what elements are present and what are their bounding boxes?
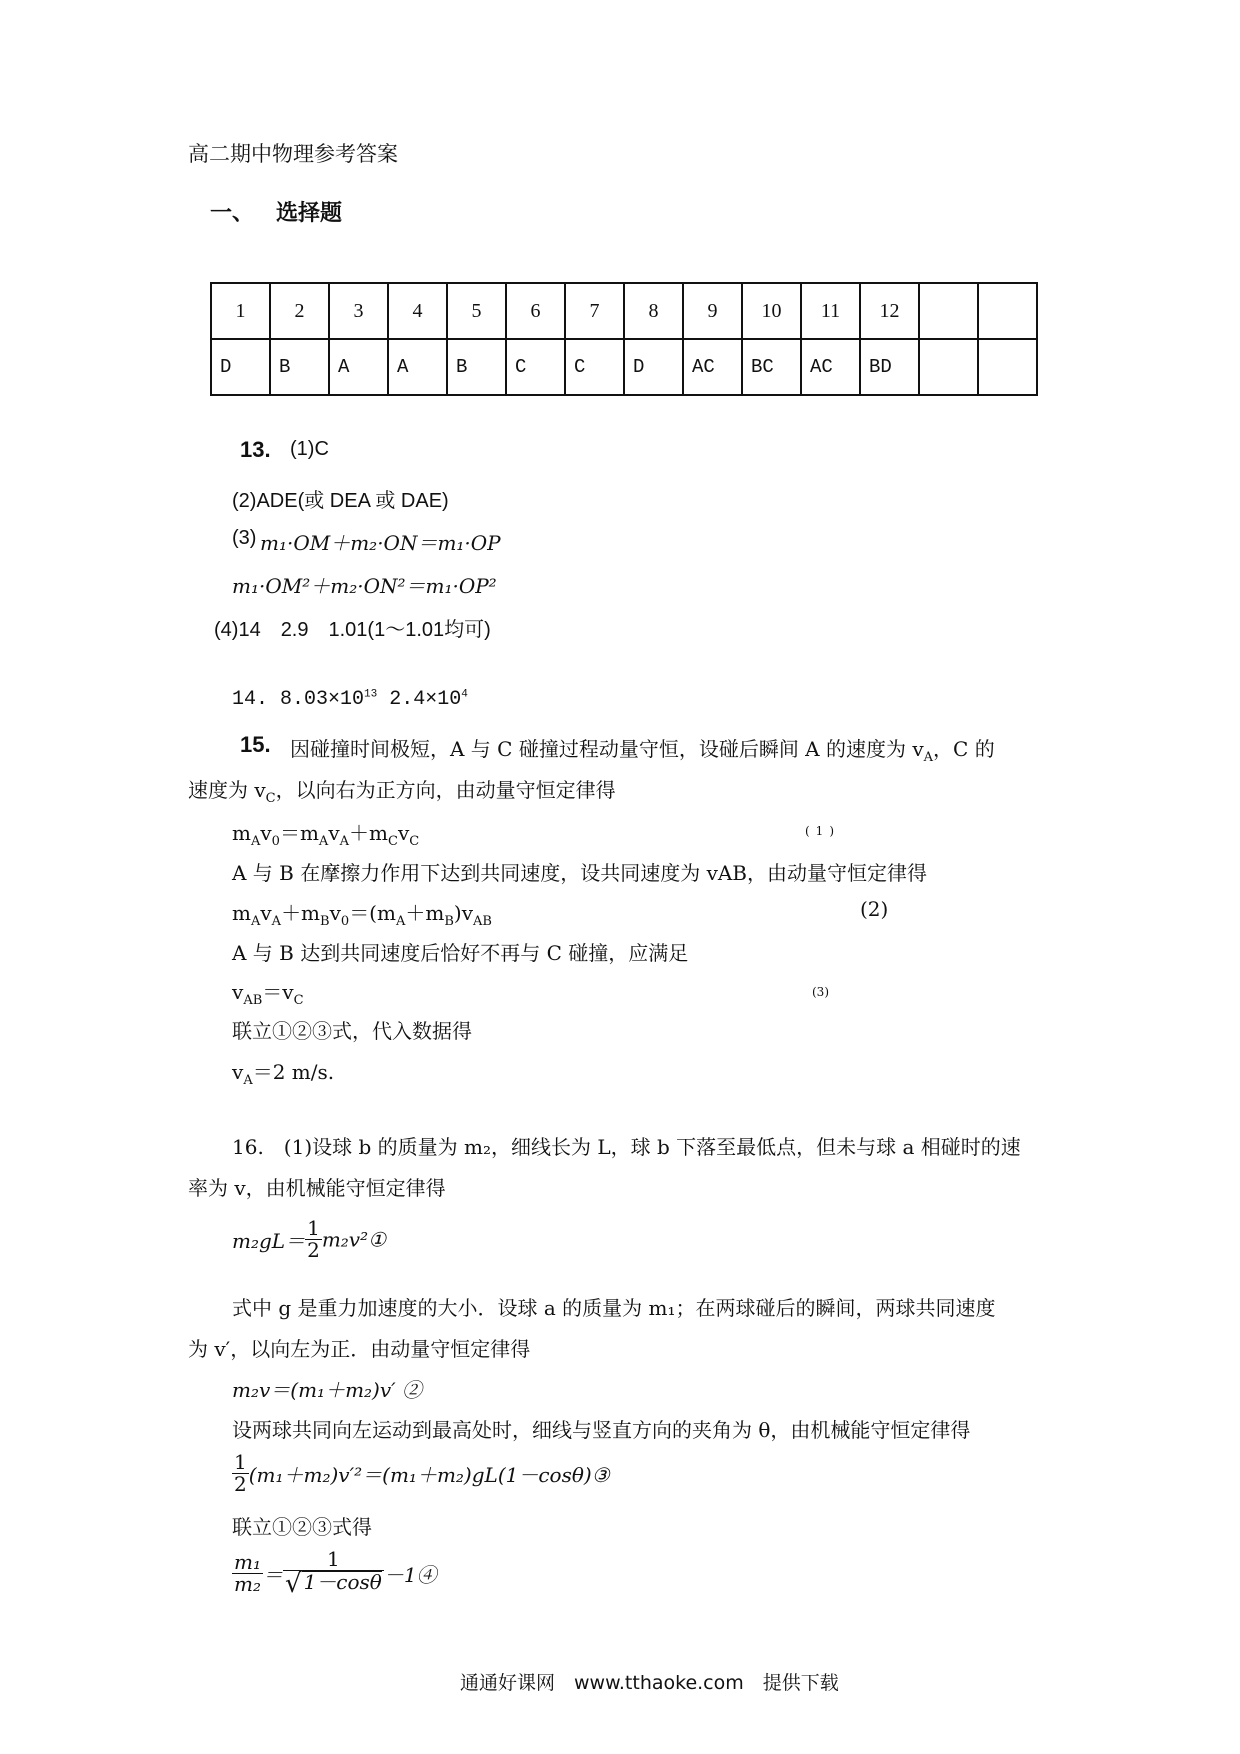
page-footer: 通通好课网 www.tthaoke.com 提供下载 — [460, 1672, 839, 1694]
q16-line-5: 设两球共同向左运动到最高处时，细线与竖直方向的夹角为 θ，由机械能守恒定律得 — [232, 1418, 971, 1442]
q13-part1: (1)C — [290, 438, 329, 460]
q15-text-3: A 与 B 达到共同速度后恰好不再与 C 碰撞，应满足 — [232, 941, 689, 965]
q13-part2: (2)ADE(或 DEA 或 DAE) — [232, 490, 449, 512]
root-fraction — [283, 1549, 384, 1598]
q15-intro-line2 — [188, 774, 616, 806]
question-number-cell: 3 — [329, 283, 388, 339]
equals-sign: ＝ — [262, 1563, 283, 1588]
q14-value-1: 14. 8.03×10 — [232, 688, 365, 711]
q16-equation-3 — [232, 1452, 610, 1495]
q15-intro2-end: ，以向右为正方向，由动量守恒定律得 — [275, 778, 616, 802]
answer-cell: BD — [860, 339, 919, 395]
answer-cell: AC — [683, 339, 742, 395]
q15-intro-line1 — [290, 733, 995, 765]
question-number-cell: 4 — [388, 283, 447, 339]
q13-part3-equation: m₁·OM＋m₂·ON＝m₁·OP — [260, 531, 501, 555]
q16-equation-1 — [232, 1218, 386, 1261]
q15-number: 15. — [240, 732, 271, 757]
q15-text-2: A 与 B 在摩擦力作用下达到共同速度，设共同速度为 vAB，由动量守恒定律得 — [232, 861, 928, 885]
root-fraction-numerator: 1 — [327, 1547, 340, 1571]
question-number-cell: 12 — [860, 283, 919, 339]
answer-cell: C — [565, 339, 624, 395]
q15-eq3-number: (3) — [812, 985, 829, 999]
answer-cell: BC — [742, 339, 801, 395]
q14-value-2: 2.4×10 — [377, 688, 462, 711]
question-number-cell: 5 — [447, 283, 506, 339]
answer-cell: C — [506, 339, 565, 395]
answer-cell — [919, 339, 978, 395]
q13-number: 13. — [240, 437, 271, 462]
answer-cell — [978, 339, 1037, 395]
q16-equation-2: m₂v＝(m₁＋m₂)v′ ② — [232, 1378, 423, 1402]
q13-part3-label: (3) — [232, 527, 257, 549]
mass-ratio-fraction — [232, 1552, 263, 1595]
q16-line-6: 联立①②③式得 — [232, 1515, 372, 1539]
question-number-cell: 6 — [506, 283, 565, 339]
fraction-denominator: 2 — [234, 1472, 247, 1496]
q16-line-1: 16. (1)设球 b 的质量为 m₂，细线长为 L，球 b 下落至最低点，但未与球 a 相碰时的速 — [232, 1135, 1021, 1159]
q15-text-4: 联立①②③式，代入数据得 — [232, 1019, 472, 1043]
q16-line-3: 式中 g 是重力加速度的大小．设球 a 的质量为 m₁；在两球碰后的瞬间，两球共同速度 — [232, 1296, 996, 1320]
q14-answer — [232, 688, 468, 711]
answer-cell: A — [329, 339, 388, 395]
fraction-denominator: 2 — [307, 1238, 320, 1262]
question-number-cell: 11 — [801, 283, 860, 339]
q16-equation-4 — [232, 1549, 437, 1598]
q16-eq1-right: m₂v²① — [321, 1227, 387, 1252]
question-number-cell — [978, 283, 1037, 339]
answer-cell: D — [211, 339, 270, 395]
q16-line-4: 为 v′，以向左为正．由动量守恒定律得 — [188, 1337, 531, 1361]
q15-equation-3: $v_{AB}=v_C$ — [232, 980, 304, 1008]
answer-table-answer-row — [211, 339, 1037, 395]
q15-result: $v_A=2$ m/s. — [232, 1060, 335, 1088]
answer-cell: D — [624, 339, 683, 395]
fraction-numerator: 1 — [307, 1216, 320, 1240]
question-number-cell: 8 — [624, 283, 683, 339]
q15-intro2-text: 速度为 v — [188, 778, 266, 802]
question-number-cell: 7 — [565, 283, 624, 339]
q15-intro-sub: A — [923, 750, 934, 765]
q15-eq1-number: (1) — [805, 824, 840, 838]
q13-part4: (4)14 2.9 1.01(1～1.01均可) — [214, 619, 491, 641]
half-fraction — [232, 1452, 249, 1495]
question-number-cell: 2 — [270, 283, 329, 339]
section-number: 一、 — [210, 201, 255, 226]
q16-eq3-right: (m₁＋m₂)v′²＝(m₁＋m₂)gL(1－cosθ)③ — [248, 1463, 610, 1487]
q15-intro2-sub: C — [265, 791, 276, 806]
answer-table-number-row — [211, 283, 1037, 339]
ratio-denominator: m₂ — [234, 1572, 261, 1597]
answer-cell: B — [270, 339, 329, 395]
q15-equation-2: $m_Av_A+m_Bv_0=(m_A+m_B)v_{AB}$ — [232, 901, 492, 929]
answer-cell: B — [447, 339, 506, 395]
q13-part3-equation-2: m₁·OM²＋m₂·ON²＝m₁·OP² — [232, 574, 497, 598]
answer-table — [210, 282, 1038, 396]
root-fraction-denominator — [283, 1570, 384, 1598]
half-fraction — [305, 1218, 322, 1261]
answer-cell: AC — [801, 339, 860, 395]
section-title: 选择题 — [276, 201, 343, 226]
question-number-cell: 10 — [742, 283, 801, 339]
fraction-numerator: 1 — [234, 1450, 247, 1474]
radicand: 1－cosθ — [303, 1570, 382, 1594]
q16-eq1-left: m₂gL＝ — [232, 1229, 306, 1253]
q16-line-2: 率为 v，由机械能守恒定律得 — [188, 1176, 446, 1200]
q14-exponent-1: 13 — [364, 688, 378, 701]
square-root-icon: √ — [284, 1569, 302, 1599]
question-number-cell — [919, 283, 978, 339]
q14-exponent-2: 4 — [461, 688, 468, 701]
q16-eq4-tail: －1④ — [383, 1563, 437, 1588]
question-number-cell: 1 — [211, 283, 270, 339]
q15-equation-1: $m_Av_0=m_Av_A+m_Cv_C$ — [232, 821, 420, 849]
answer-cell: A — [388, 339, 447, 395]
q15-intro-end: ，C 的 — [933, 737, 995, 761]
page-title: 高二期中物理参考答案 — [188, 142, 398, 166]
ratio-numerator: m₁ — [234, 1550, 261, 1575]
q15-eq2-number: (2) — [860, 897, 889, 921]
q15-intro-text: 因碰撞时间极短，A 与 C 碰撞过程动量守恒，设碰后瞬间 A 的速度为 v — [290, 737, 924, 761]
question-number-cell: 9 — [683, 283, 742, 339]
